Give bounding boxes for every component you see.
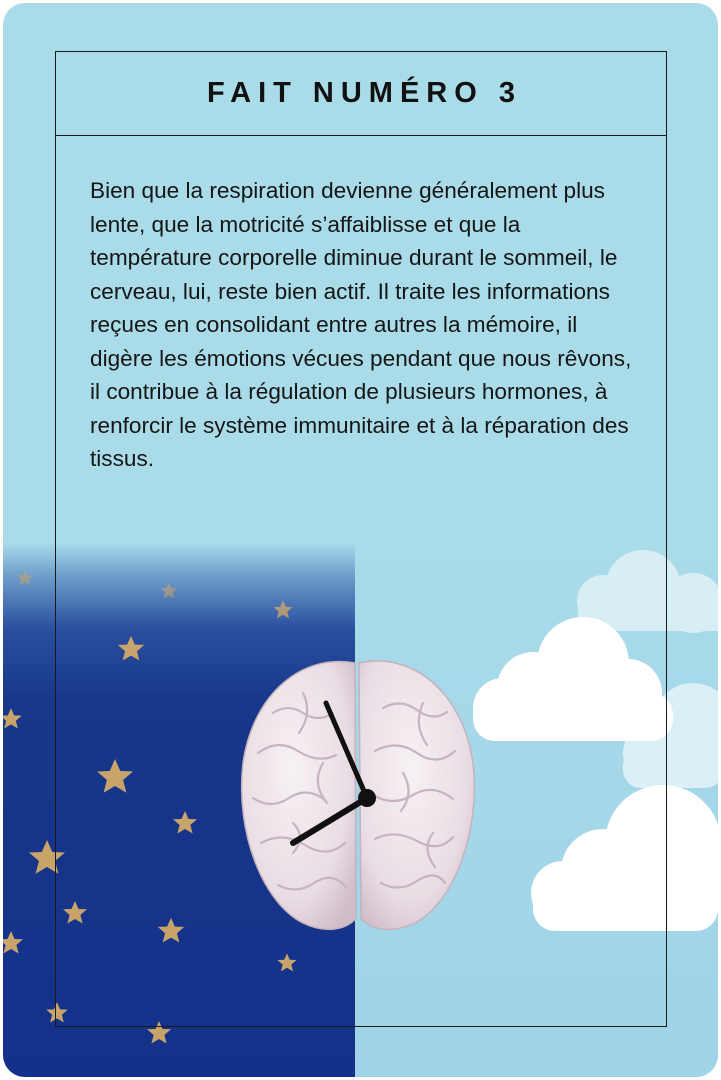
fact-title: FAIT NUMÉRO 3 xyxy=(207,77,522,109)
fact-header xyxy=(56,52,666,136)
fact-frame xyxy=(55,51,667,1027)
fact-body-text: Bien que la respiration devienne généralement plus lente, que la motricité s’affaiblisse et que la température corporelle diminue durant le sommeil, le cerveau, lui, reste bien actif. Il traite les informations reçues en consolidant entre autres la mémoire, il digère les émotions vécues pendant que nous rêvons, il contribue à la régulation de plusieurs hormones, à renforcir le système immunitaire et à la réparation des tissus. xyxy=(90,178,632,471)
fact-card xyxy=(3,3,718,1077)
